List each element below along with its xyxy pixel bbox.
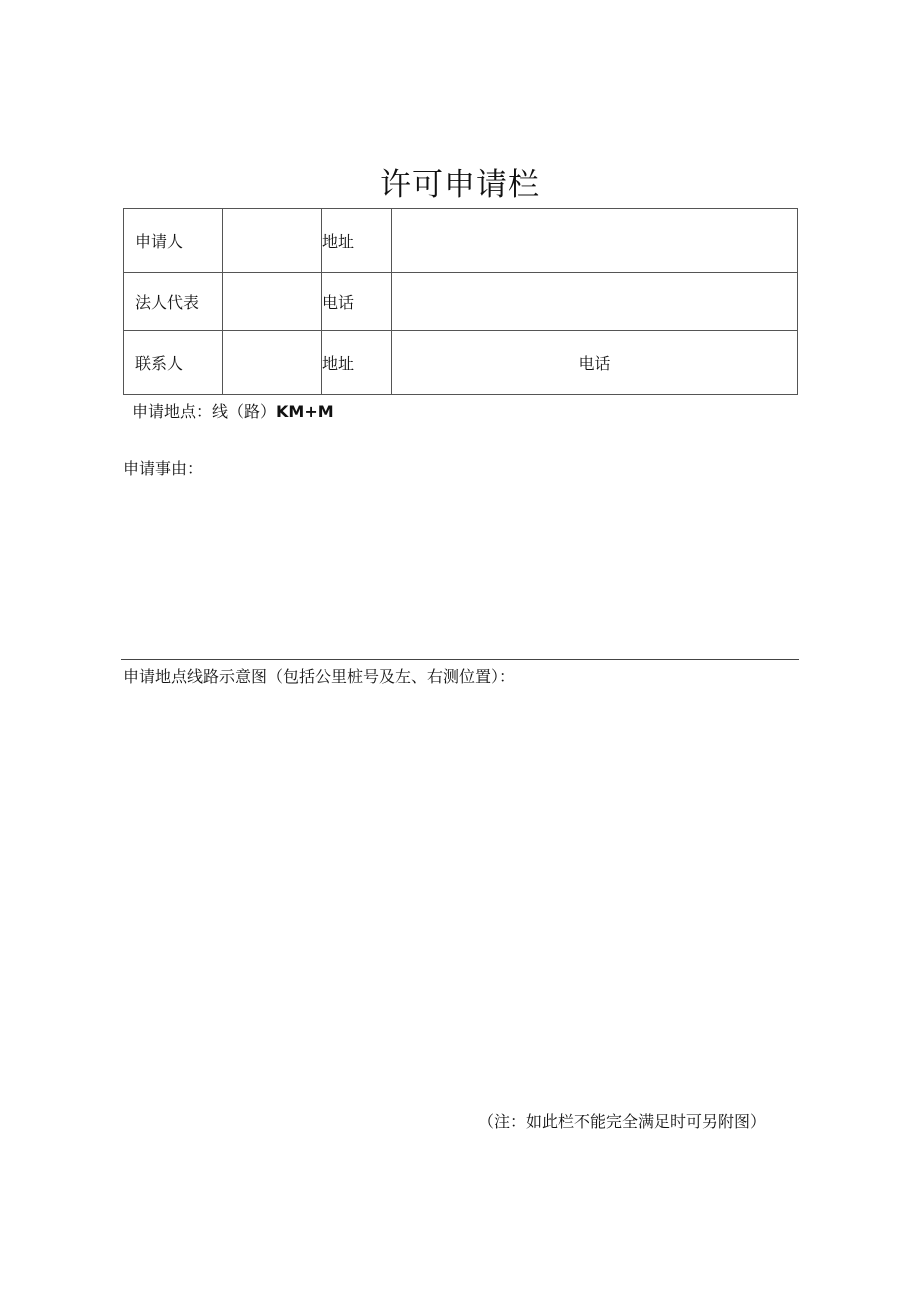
contact-phone-cell[interactable]: 电话: [392, 331, 798, 395]
applicant-value-cell[interactable]: [223, 209, 322, 273]
legal-rep-value-cell[interactable]: [223, 273, 322, 331]
contact-value-cell[interactable]: [223, 331, 322, 395]
section-divider: [121, 659, 799, 660]
application-location: [132, 402, 334, 422]
phone-value-cell[interactable]: [392, 273, 798, 331]
address-label: 地址: [322, 209, 392, 273]
sketch-label: 申请地点线路示意图（包括公里桩号及左、右测位置）：: [123, 667, 516, 686]
applicant-label: 申请人: [124, 209, 223, 273]
applicant-info-table: [123, 208, 798, 395]
reason-label: 申请事由：: [123, 459, 204, 478]
table-row: [124, 331, 798, 395]
legal-rep-label: 法人代表: [124, 273, 223, 331]
contact-label: 联系人: [124, 331, 223, 395]
footnote: （注：如此栏不能完全满足时可另附图）: [478, 1112, 767, 1131]
contact-address-label: 地址: [322, 331, 392, 395]
location-suffix: KM+M: [276, 402, 334, 421]
table-row: [124, 209, 798, 273]
address-value-cell[interactable]: [392, 209, 798, 273]
location-prefix: 申请地点：线（路）: [132, 402, 277, 421]
table-row: [124, 273, 798, 331]
phone-label: 电话: [322, 273, 392, 331]
page-title: 许可申请栏: [380, 167, 540, 203]
